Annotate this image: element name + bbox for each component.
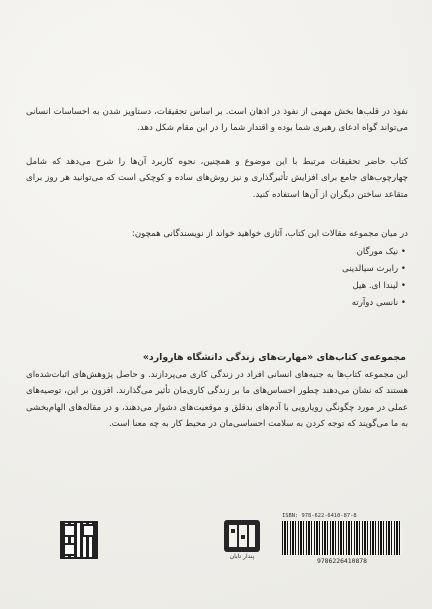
author-item: • لیندا ای. هیل	[342, 278, 406, 295]
intro-paragraph: نفوذ در قلب‌ها بخش مهمی از نفوذ در اذهان است. بر اساس تحقیقات، دستاویز شدن به احساسات انسانی می‌تواند گواه ادعای رهبری شما بوده و اقتدار شما را در این مقام شکل دهد.	[26, 107, 408, 134]
description-paragraph: کتاب حاضر تحقیقات مرتبط با این موضوع و همچنین، نحوه کاربرد آن‌ها را شرح می‌دهد که شامل چهارچوب‌های جامع برای افزایش تأثیرگذاری و نیز روش‌های ساده و کوچکی است که می‌توانید هر روز برای متقاعد ساختن دیگران از آن‌ها استفاده کنید.	[26, 157, 408, 200]
series-heading: مجموعه‌ی کتاب‌های «مهارت‌های زندگی دانشگاه هاروارد»	[142, 352, 406, 363]
author-item: • رابرت سیالدینی	[342, 261, 406, 278]
qr-code-icon	[60, 521, 98, 559]
author-item: • نانسی دوآرته	[342, 295, 406, 312]
series-paragraph: این مجموعه کتاب‌ها به جنبه‌های انسانی افراد در زندگی کاری می‌پردازند. و حاصل پژوهش‌های اثبات‌شده‌ای هستند که نشان می‌دهند چطور احساس‌های ما بر زندگی کاری‌مان تأثیر می‌گذارند. افزون بر این، توصیه‌های عملی در مورد چگونگی رویارویی با آدم‌های بدقلق و موقعیت‌های دشوار می‌دهند، و در مقاله‌های الهام‌بخشی به ما می‌گویند که توجه کردن به سلامت احساسی‌مان در محیط کار به چه معنا است.	[26, 370, 408, 429]
barcode-number: 9786226410878	[316, 557, 368, 565]
barcode-icon	[282, 521, 402, 555]
isbn-label: ISBN: 978-622-6410-87-8	[282, 513, 357, 519]
authors-intro: در میان مجموعه مقالات این کتاب، آثاری خواهید خواند از نویسندگانی همچون:	[131, 229, 408, 239]
author-item: • نیک مورگان	[342, 244, 406, 261]
authors-list	[342, 244, 406, 312]
publisher-name: پندار تابان	[229, 553, 255, 560]
publisher-logo-icon	[224, 520, 260, 552]
